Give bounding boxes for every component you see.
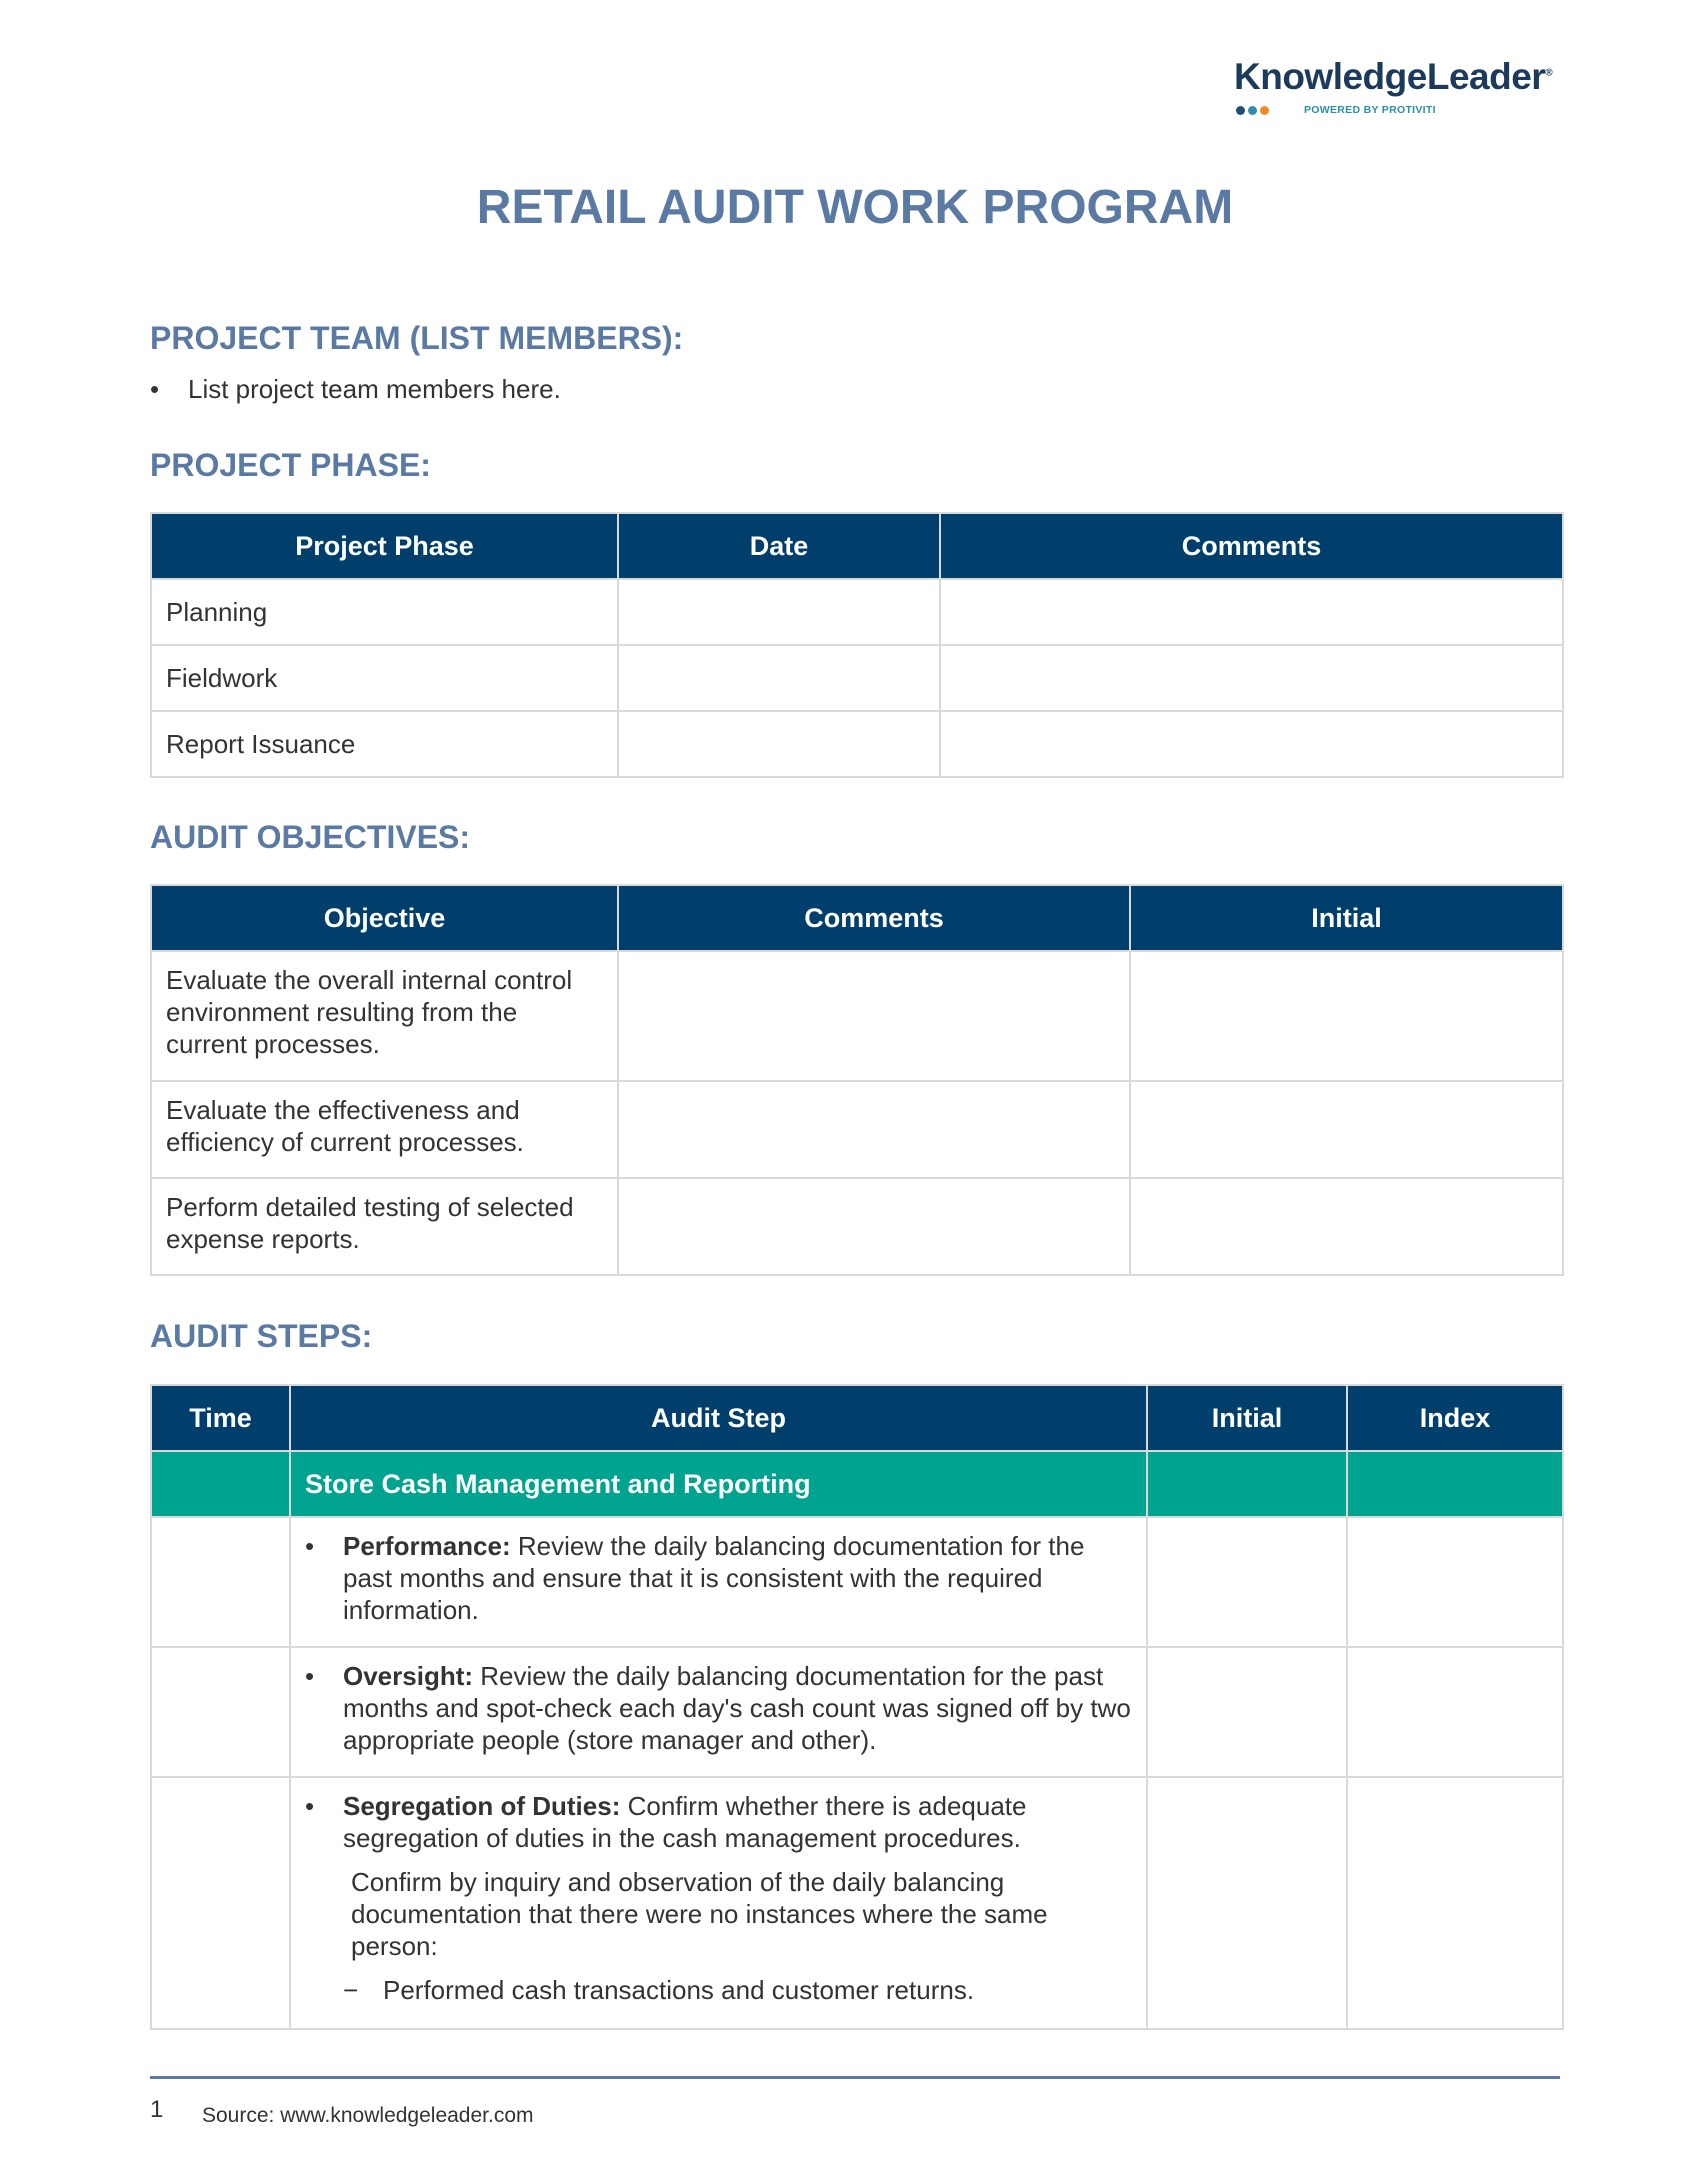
initial-cell[interactable]	[1130, 1178, 1563, 1275]
column-header-audit-step: Audit Step	[290, 1385, 1147, 1451]
phase-cell: Fieldwork	[151, 645, 618, 711]
dash-item-text: Performed cash transactions and customer returns.	[383, 1975, 975, 2005]
page-number: 1	[150, 2096, 164, 2123]
step-bullet-item	[305, 1530, 1132, 1626]
audit-step-cell	[290, 1777, 1147, 2029]
step-text: Confirm whether there is adequate segregation of duties in the cash management procedures.	[343, 1791, 1027, 1853]
phase-cell: Report Issuance	[151, 711, 618, 777]
group-time-cell	[151, 1451, 290, 1517]
logo-dot-icon	[1248, 106, 1257, 115]
initial-cell[interactable]	[1130, 951, 1563, 1081]
initial-cell[interactable]	[1130, 1081, 1563, 1178]
group-index-cell	[1347, 1451, 1563, 1517]
team-item-text: List project team members here.	[188, 374, 561, 404]
column-header-comments: Comments	[618, 885, 1130, 951]
initial-cell[interactable]	[1147, 1777, 1347, 2029]
step-sub-paragraph: Confirm by inquiry and observation of the daily balancing documentation that there were no instances where the same person:	[351, 1867, 1048, 1961]
step-label: Performance:	[343, 1531, 511, 1561]
initial-cell[interactable]	[1147, 1647, 1347, 1777]
time-cell[interactable]	[151, 1777, 290, 2029]
dash-icon: −	[343, 1975, 359, 2005]
footer-divider	[150, 2076, 1560, 2079]
step-bullet-item	[305, 1790, 1132, 1854]
table-header-row	[151, 1385, 1563, 1451]
project-phase-table	[150, 512, 1564, 778]
column-header-initial: Initial	[1147, 1385, 1347, 1451]
index-cell[interactable]	[1347, 1777, 1563, 2029]
step-label: Oversight:	[343, 1661, 474, 1691]
column-header-date: Date	[618, 513, 940, 579]
objective-cell: Evaluate the overall internal control environment resulting from the current processes.	[151, 951, 618, 1081]
team-list-item	[150, 374, 561, 405]
bullet-icon: •	[305, 1791, 315, 1821]
document-title: RETAIL AUDIT WORK PROGRAM	[476, 181, 1234, 234]
group-title: Store Cash Management and Reporting	[290, 1451, 1147, 1517]
date-cell[interactable]	[618, 645, 940, 711]
comments-cell[interactable]	[940, 579, 1563, 645]
column-header-objective: Objective	[151, 885, 618, 951]
objective-cell: Evaluate the effectiveness and efficiency of current processes.	[151, 1081, 618, 1178]
audit-objectives-heading: AUDIT OBJECTIVES:	[150, 819, 471, 855]
step-bullet-item	[305, 1660, 1132, 1756]
table-row	[151, 1517, 1563, 1647]
initial-cell[interactable]	[1147, 1517, 1347, 1647]
audit-step-cell	[290, 1647, 1147, 1777]
logo-dot-icon	[1236, 106, 1245, 115]
step-text: Review the daily balancing documentation for the past months and spot-check each day's cash count was signed off by two appropriate people (store manager and other).	[343, 1661, 1131, 1755]
date-cell[interactable]	[618, 711, 940, 777]
source-note: Source: www.knowledgeleader.com	[202, 2104, 534, 2127]
bullet-icon: •	[305, 1661, 315, 1691]
objective-cell: Perform detailed testing of selected expense reports.	[151, 1178, 618, 1275]
step-dash-item	[343, 1974, 1132, 2006]
project-phase-heading: PROJECT PHASE:	[150, 447, 431, 483]
time-cell[interactable]	[151, 1517, 290, 1647]
audit-step-cell	[290, 1517, 1147, 1647]
logo-powered-by: POWERED BY PROTIVITI	[1304, 104, 1436, 116]
table-row	[151, 645, 1563, 711]
index-cell[interactable]	[1347, 1517, 1563, 1647]
column-header-initial: Initial	[1130, 885, 1563, 951]
bullet-icon: •	[305, 1531, 315, 1561]
knowledgeleader-logo	[1234, 56, 1564, 116]
comments-cell[interactable]	[618, 1178, 1130, 1275]
step-label: Segregation of Duties:	[343, 1791, 621, 1821]
group-row	[151, 1451, 1563, 1517]
column-header-comments: Comments	[940, 513, 1563, 579]
logo-dot-icon	[1260, 106, 1269, 115]
logo-registered-mark: ®	[1545, 67, 1553, 79]
audit-steps-table	[150, 1384, 1564, 2030]
step-text: Review the daily balancing documentation for the past months and ensure that it is consistent with the required information.	[343, 1531, 1085, 1625]
audit-steps-heading: AUDIT STEPS:	[150, 1318, 373, 1354]
table-row	[151, 1178, 1563, 1275]
comments-cell[interactable]	[618, 1081, 1130, 1178]
table-row	[151, 711, 1563, 777]
index-cell[interactable]	[1347, 1647, 1563, 1777]
logo-wordmark: KnowledgeLeader	[1234, 56, 1546, 97]
time-cell[interactable]	[151, 1647, 290, 1777]
table-header-row	[151, 513, 1563, 579]
table-row	[151, 1777, 1563, 2029]
table-row	[151, 951, 1563, 1081]
audit-objectives-table	[150, 884, 1564, 1276]
project-team-heading: PROJECT TEAM (LIST MEMBERS):	[150, 320, 684, 356]
table-row	[151, 1647, 1563, 1777]
column-header-index: Index	[1347, 1385, 1563, 1451]
comments-cell[interactable]	[940, 645, 1563, 711]
bullet-icon: •	[150, 374, 160, 404]
table-header-row	[151, 885, 1563, 951]
column-header-time: Time	[151, 1385, 290, 1451]
table-row	[151, 579, 1563, 645]
column-header-project-phase: Project Phase	[151, 513, 618, 579]
phase-cell: Planning	[151, 579, 618, 645]
comments-cell[interactable]	[940, 711, 1563, 777]
date-cell[interactable]	[618, 579, 940, 645]
group-initial-cell	[1147, 1451, 1347, 1517]
comments-cell[interactable]	[618, 951, 1130, 1081]
table-row	[151, 1081, 1563, 1178]
